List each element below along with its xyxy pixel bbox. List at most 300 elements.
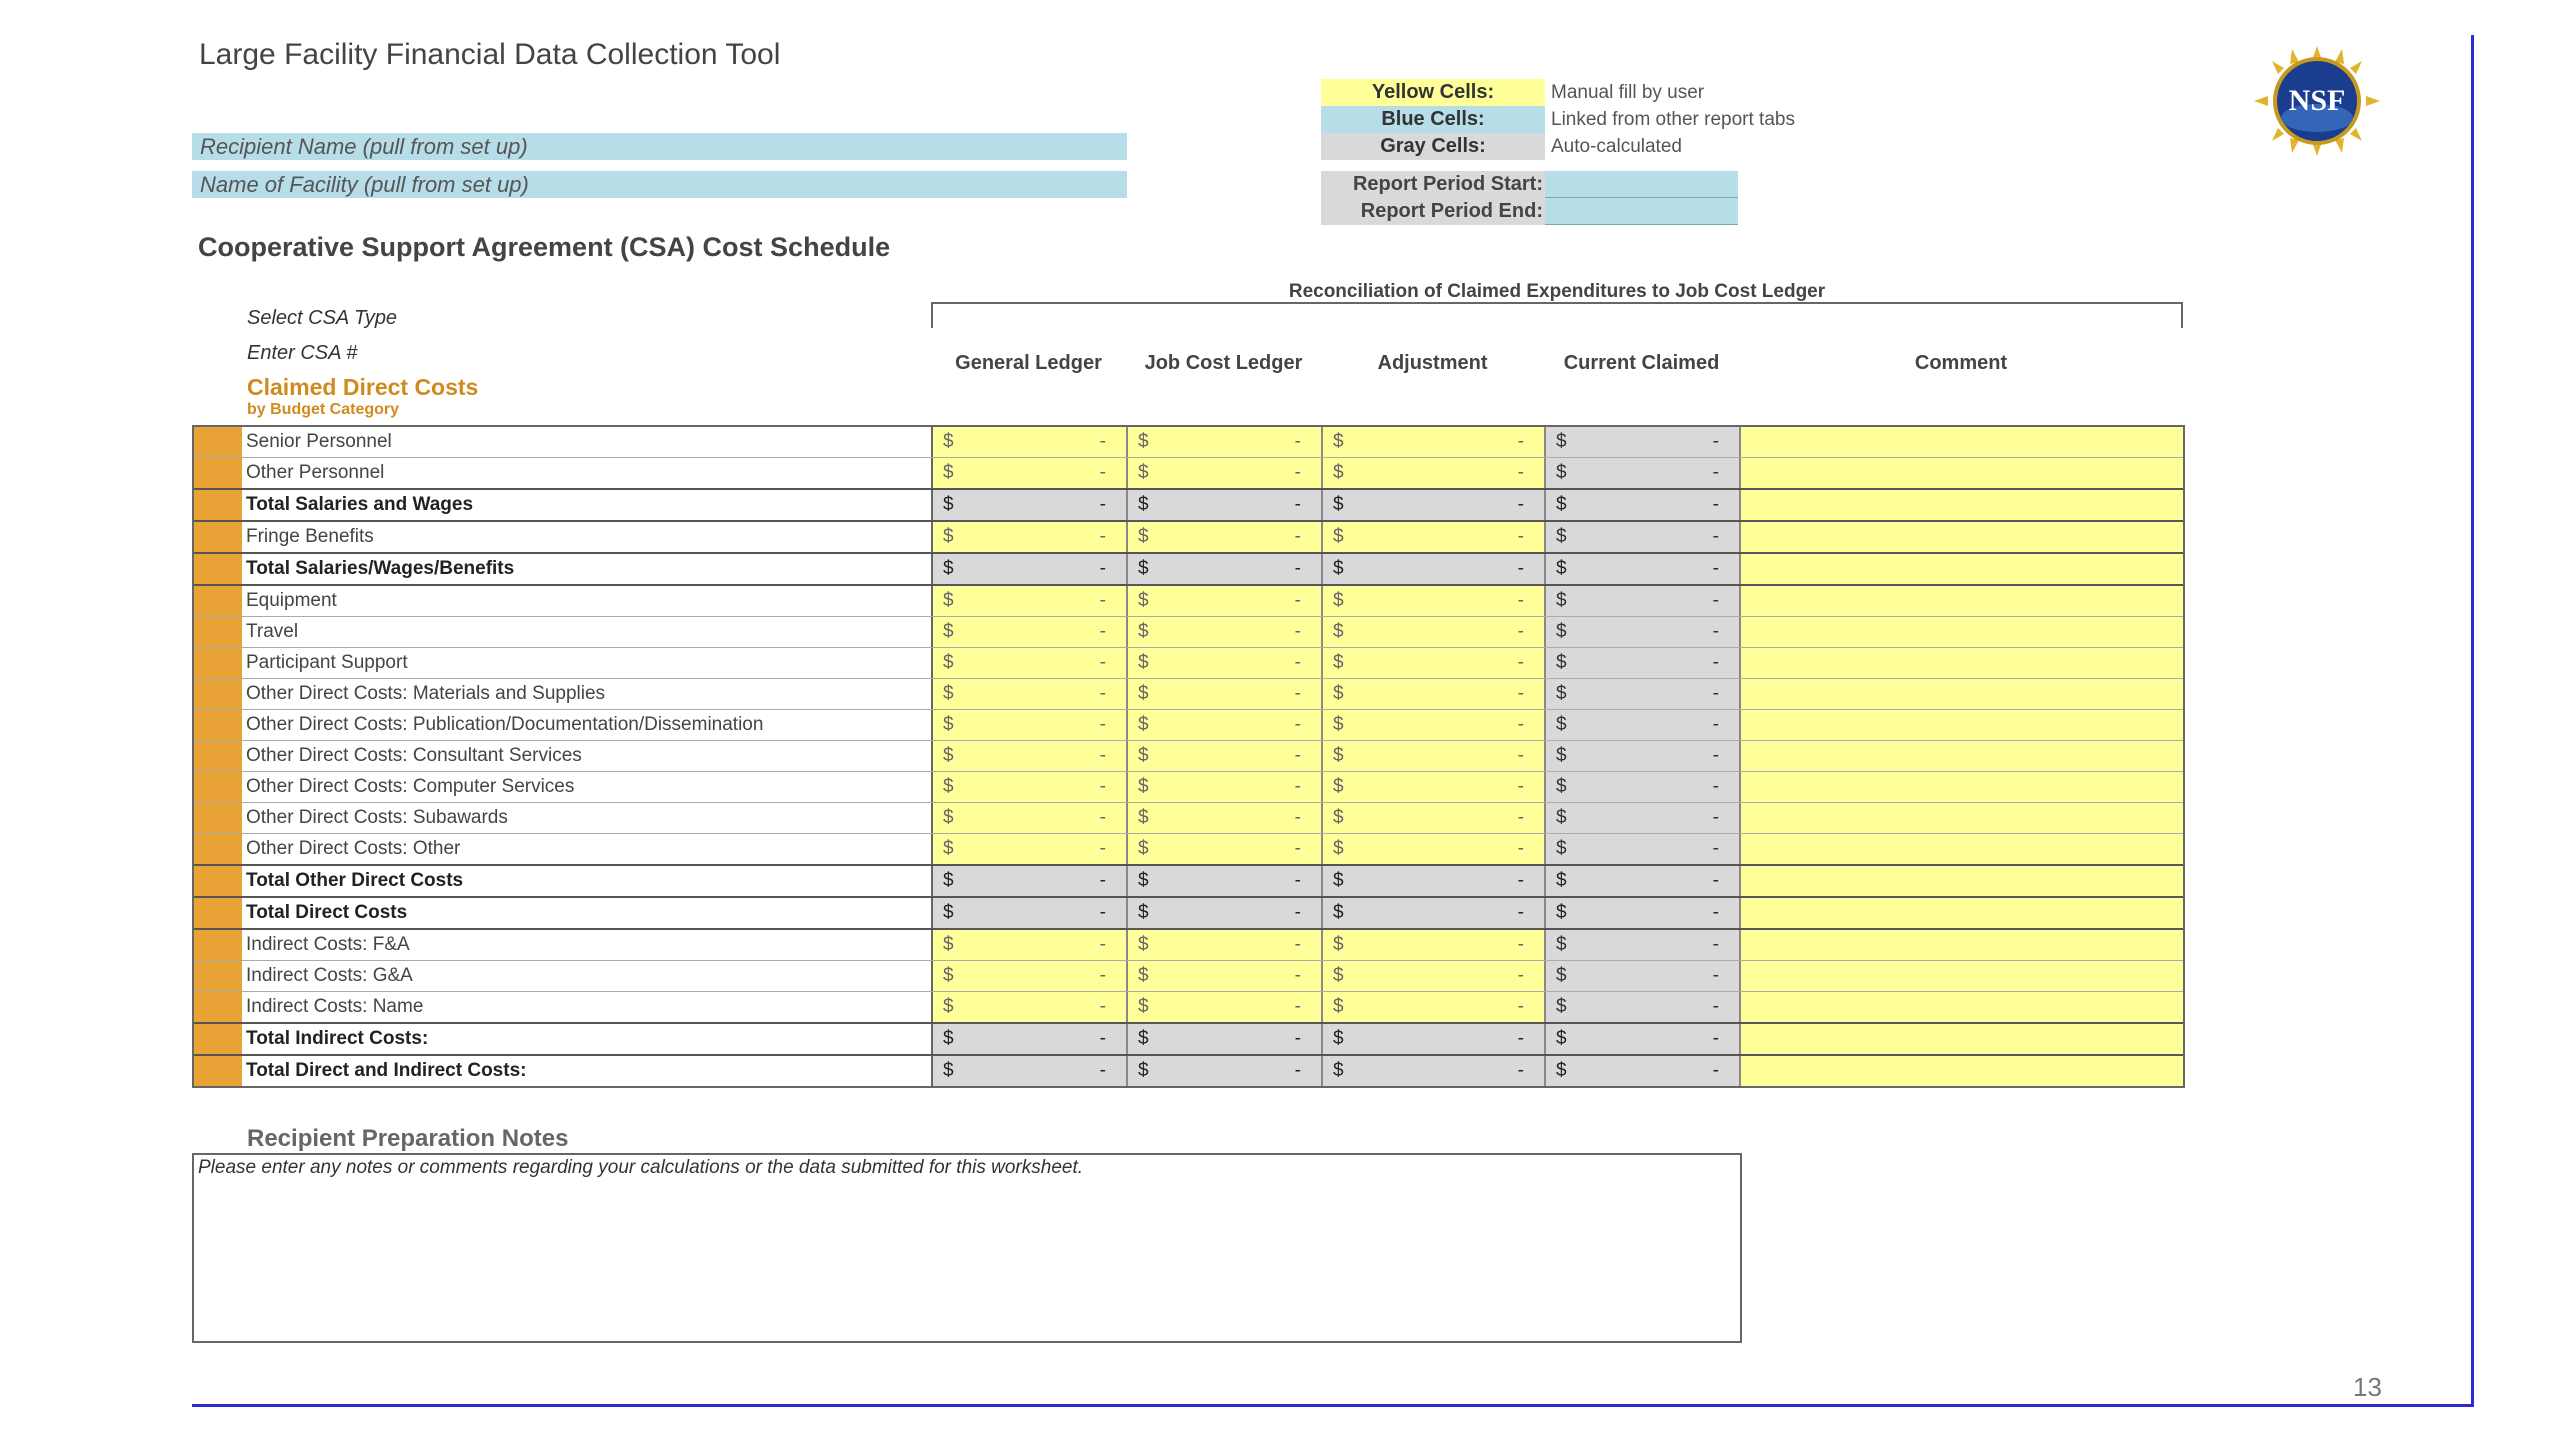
legend-row-gray xyxy=(1321,133,1795,160)
currency-symbol: $ xyxy=(943,1060,954,1081)
row-marker xyxy=(194,930,242,960)
table-row xyxy=(194,896,2183,928)
table-row xyxy=(194,678,2183,709)
currency-symbol: $ xyxy=(1556,902,1567,923)
row-label: Other Personnel xyxy=(242,458,933,488)
cell-value: - xyxy=(1712,1060,1719,1081)
facility-name-field[interactable]: Name of Facility (pull from set up) xyxy=(192,171,1127,198)
currency-symbol: $ xyxy=(943,526,954,547)
cell-comment[interactable] xyxy=(1741,772,2183,802)
currency-symbol: $ xyxy=(1333,683,1344,704)
cell-general-ledger xyxy=(933,490,1128,520)
select-csa-type-label[interactable]: Select CSA Type xyxy=(247,307,398,329)
cell-general-ledger[interactable] xyxy=(933,586,1128,616)
cell-comment[interactable] xyxy=(1741,898,2183,928)
cell-adjustment[interactable] xyxy=(1323,648,1546,678)
cell-comment[interactable] xyxy=(1741,710,2183,740)
cell-current-claimed xyxy=(1546,772,1741,802)
cell-comment[interactable] xyxy=(1741,586,2183,616)
cell-general-ledger[interactable] xyxy=(933,617,1128,647)
row-marker xyxy=(194,522,242,552)
cell-value: - xyxy=(1712,558,1719,579)
cell-current-claimed xyxy=(1546,710,1741,740)
period-end-field[interactable] xyxy=(1545,198,1738,225)
cell-job-cost-ledger[interactable] xyxy=(1128,617,1323,647)
cell-job-cost-ledger xyxy=(1128,866,1323,896)
cell-general-ledger[interactable] xyxy=(933,427,1128,457)
cell-comment[interactable] xyxy=(1741,490,2183,520)
table-row xyxy=(194,616,2183,647)
row-label: Total Direct Costs xyxy=(242,898,933,928)
currency-symbol: $ xyxy=(943,776,954,797)
currency-symbol: $ xyxy=(1556,838,1567,859)
cell-job-cost-ledger[interactable] xyxy=(1128,648,1323,678)
cell-value: - xyxy=(1294,996,1301,1017)
currency-symbol: $ xyxy=(1138,652,1149,673)
table-row xyxy=(194,520,2183,552)
cell-value: - xyxy=(1712,462,1719,483)
cell-adjustment xyxy=(1323,1024,1546,1054)
table-row xyxy=(194,647,2183,678)
currency-symbol: $ xyxy=(1138,526,1149,547)
currency-symbol: $ xyxy=(943,965,954,986)
cell-adjustment[interactable] xyxy=(1323,458,1546,488)
currency-symbol: $ xyxy=(1333,714,1344,735)
period-end-row xyxy=(1321,198,1738,225)
period-start-field[interactable] xyxy=(1545,171,1738,198)
cell-value: - xyxy=(1294,494,1301,515)
cell-current-claimed xyxy=(1546,586,1741,616)
cell-comment[interactable] xyxy=(1741,803,2183,833)
cell-general-ledger[interactable] xyxy=(933,741,1128,771)
cell-value: - xyxy=(1712,652,1719,673)
cell-general-ledger[interactable] xyxy=(933,772,1128,802)
col-adjustment: Adjustment xyxy=(1377,352,1488,374)
currency-symbol: $ xyxy=(1556,1060,1567,1081)
currency-symbol: $ xyxy=(1333,1028,1344,1049)
cell-job-cost-ledger[interactable] xyxy=(1128,803,1323,833)
cell-general-ledger[interactable] xyxy=(933,648,1128,678)
cell-comment[interactable] xyxy=(1741,741,2183,771)
row-marker xyxy=(194,458,242,488)
row-label: Other Direct Costs: Other xyxy=(242,834,933,864)
legend-key-yellow: Yellow Cells: xyxy=(1321,79,1545,106)
bottom-border-line xyxy=(192,1404,2474,1407)
cell-value: - xyxy=(1294,902,1301,923)
col-comment: Comment xyxy=(1914,352,2008,374)
currency-symbol: $ xyxy=(1138,621,1149,642)
cell-adjustment[interactable] xyxy=(1323,741,1546,771)
currency-symbol: $ xyxy=(1556,934,1567,955)
col-job-cost-ledger: Job Cost Ledger xyxy=(1144,352,1303,374)
cell-value: - xyxy=(1294,745,1301,766)
page-number: 13 xyxy=(2353,1372,2382,1402)
table-row xyxy=(194,771,2183,802)
cell-value: - xyxy=(1517,1060,1524,1081)
cell-current-claimed xyxy=(1546,834,1741,864)
row-marker xyxy=(194,710,242,740)
cell-value: - xyxy=(1517,807,1524,828)
currency-symbol: $ xyxy=(1138,714,1149,735)
cell-job-cost-ledger[interactable] xyxy=(1128,772,1323,802)
cell-value: - xyxy=(1099,776,1106,797)
cell-value: - xyxy=(1517,934,1524,955)
row-marker xyxy=(194,427,242,457)
col-general-ledger: General Ledger xyxy=(955,352,1102,374)
currency-symbol: $ xyxy=(1333,776,1344,797)
currency-symbol: $ xyxy=(1138,1060,1149,1081)
cell-value: - xyxy=(1712,590,1719,611)
table-row xyxy=(194,802,2183,833)
cell-current-claimed xyxy=(1546,458,1741,488)
cell-adjustment[interactable] xyxy=(1323,522,1546,552)
row-label: Total Other Direct Costs xyxy=(242,866,933,896)
cell-value: - xyxy=(1099,1028,1106,1049)
currency-symbol: $ xyxy=(943,621,954,642)
notes-textarea[interactable]: Please enter any notes or comments regarding your calculations or the data submitted for this worksheet. xyxy=(192,1153,1742,1343)
currency-symbol: $ xyxy=(1138,996,1149,1017)
nsf-logo-text: NSF xyxy=(2288,84,2346,117)
recipient-name-field[interactable]: Recipient Name (pull from set up) xyxy=(192,133,1127,160)
cell-adjustment[interactable] xyxy=(1323,586,1546,616)
table-row xyxy=(194,991,2183,1022)
schedule-title: Cooperative Support Agreement (CSA) Cost Schedule xyxy=(198,232,891,262)
currency-symbol: $ xyxy=(943,558,954,579)
row-marker xyxy=(194,866,242,896)
currency-symbol: $ xyxy=(1556,652,1567,673)
table-row xyxy=(194,1022,2183,1054)
cell-job-cost-ledger[interactable] xyxy=(1128,930,1323,960)
currency-symbol: $ xyxy=(1138,807,1149,828)
cell-value: - xyxy=(1099,558,1106,579)
currency-symbol: $ xyxy=(1333,590,1344,611)
cell-value: - xyxy=(1099,996,1106,1017)
cell-value: - xyxy=(1712,526,1719,547)
cell-value: - xyxy=(1099,462,1106,483)
currency-symbol: $ xyxy=(1138,558,1149,579)
cell-value: - xyxy=(1099,590,1106,611)
cell-value: - xyxy=(1712,494,1719,515)
cell-value: - xyxy=(1099,621,1106,642)
cell-value: - xyxy=(1712,776,1719,797)
cell-adjustment[interactable] xyxy=(1323,772,1546,802)
cell-value: - xyxy=(1099,431,1106,452)
cell-value: - xyxy=(1517,462,1524,483)
col-current-claimed: Current Claimed xyxy=(1563,352,1720,374)
cell-value: - xyxy=(1517,996,1524,1017)
currency-symbol: $ xyxy=(1333,902,1344,923)
cell-comment[interactable] xyxy=(1741,1024,2183,1054)
currency-symbol: $ xyxy=(1138,838,1149,859)
cell-comment[interactable] xyxy=(1741,961,2183,991)
cell-general-ledger xyxy=(933,1056,1128,1086)
currency-symbol: $ xyxy=(1138,902,1149,923)
currency-symbol: $ xyxy=(1556,714,1567,735)
cell-value: - xyxy=(1099,965,1106,986)
cell-value: - xyxy=(1099,902,1106,923)
cell-job-cost-ledger[interactable] xyxy=(1128,679,1323,709)
row-marker xyxy=(194,586,242,616)
cell-value: - xyxy=(1517,652,1524,673)
cell-value: - xyxy=(1712,431,1719,452)
cell-adjustment xyxy=(1323,898,1546,928)
cell-general-ledger[interactable] xyxy=(933,930,1128,960)
row-label: Total Salaries and Wages xyxy=(242,490,933,520)
cost-schedule-table xyxy=(192,425,2185,1088)
cell-adjustment xyxy=(1323,554,1546,584)
cell-current-claimed xyxy=(1546,930,1741,960)
cell-value: - xyxy=(1294,807,1301,828)
cell-general-ledger[interactable] xyxy=(933,834,1128,864)
cell-value: - xyxy=(1294,431,1301,452)
currency-symbol: $ xyxy=(1333,965,1344,986)
cell-comment[interactable] xyxy=(1741,554,2183,584)
row-label: Indirect Costs: Name xyxy=(242,992,933,1022)
cell-comment[interactable] xyxy=(1741,866,2183,896)
cell-general-ledger[interactable] xyxy=(933,710,1128,740)
cell-job-cost-ledger xyxy=(1128,898,1323,928)
currency-symbol: $ xyxy=(943,494,954,515)
currency-symbol: $ xyxy=(1333,462,1344,483)
cell-adjustment[interactable] xyxy=(1323,710,1546,740)
cell-value: - xyxy=(1712,838,1719,859)
cell-value: - xyxy=(1294,462,1301,483)
currency-symbol: $ xyxy=(943,431,954,452)
row-label: Other Direct Costs: Publication/Documentation/Dissemination xyxy=(242,710,933,740)
cell-value: - xyxy=(1294,714,1301,735)
cell-value: - xyxy=(1099,838,1106,859)
cell-value: - xyxy=(1294,683,1301,704)
cell-current-claimed xyxy=(1546,522,1741,552)
cell-job-cost-ledger[interactable] xyxy=(1128,522,1323,552)
cell-job-cost-ledger[interactable] xyxy=(1128,710,1323,740)
table-row xyxy=(194,928,2183,960)
currency-symbol: $ xyxy=(1556,1028,1567,1049)
legend-desc-gray: Auto-calculated xyxy=(1551,135,1682,157)
currency-symbol: $ xyxy=(943,462,954,483)
currency-symbol: $ xyxy=(943,652,954,673)
currency-symbol: $ xyxy=(943,590,954,611)
cell-value: - xyxy=(1294,965,1301,986)
cell-adjustment[interactable] xyxy=(1323,834,1546,864)
cell-adjustment[interactable] xyxy=(1323,803,1546,833)
row-label: Indirect Costs: F&A xyxy=(242,930,933,960)
legend-desc-yellow: Manual fill by user xyxy=(1551,81,1705,103)
claimed-direct-costs-title: Claimed Direct Costs xyxy=(247,374,479,400)
reconciliation-title: Reconciliation of Claimed Expenditures to Job Cost Ledger xyxy=(1288,281,1826,302)
cell-comment[interactable] xyxy=(1741,458,2183,488)
cell-job-cost-ledger[interactable] xyxy=(1128,961,1323,991)
enter-csa-number-label[interactable]: Enter CSA # xyxy=(247,342,358,364)
cell-value: - xyxy=(1712,714,1719,735)
row-marker xyxy=(194,617,242,647)
cell-current-claimed xyxy=(1546,617,1741,647)
tool-title: Large Facility Financial Data Collection Tool xyxy=(199,38,781,71)
currency-symbol: $ xyxy=(1333,996,1344,1017)
cell-job-cost-ledger[interactable] xyxy=(1128,427,1323,457)
currency-symbol: $ xyxy=(943,714,954,735)
row-label: Indirect Costs: G&A xyxy=(242,961,933,991)
cell-value: - xyxy=(1294,558,1301,579)
cell-general-ledger[interactable] xyxy=(933,961,1128,991)
period-start-label: Report Period Start: xyxy=(1321,171,1545,198)
currency-symbol: $ xyxy=(1138,494,1149,515)
row-label: Other Direct Costs: Consultant Services xyxy=(242,741,933,771)
currency-symbol: $ xyxy=(1138,462,1149,483)
cell-general-ledger[interactable] xyxy=(933,458,1128,488)
row-label: Fringe Benefits xyxy=(242,522,933,552)
currency-symbol: $ xyxy=(1556,870,1567,891)
row-label: Other Direct Costs: Materials and Supplies xyxy=(242,679,933,709)
currency-symbol: $ xyxy=(1333,621,1344,642)
cell-job-cost-ledger xyxy=(1128,554,1323,584)
currency-symbol: $ xyxy=(1556,807,1567,828)
currency-symbol: $ xyxy=(1556,621,1567,642)
cell-adjustment[interactable] xyxy=(1323,427,1546,457)
nsf-logo xyxy=(2254,46,2380,156)
cell-comment[interactable] xyxy=(1741,1056,2183,1086)
table-row xyxy=(194,552,2183,584)
currency-symbol: $ xyxy=(1333,1060,1344,1081)
cell-value: - xyxy=(1517,776,1524,797)
cell-value: - xyxy=(1294,652,1301,673)
currency-symbol: $ xyxy=(943,745,954,766)
cell-comment[interactable] xyxy=(1741,648,2183,678)
currency-symbol: $ xyxy=(1333,494,1344,515)
currency-symbol: $ xyxy=(1556,526,1567,547)
cell-value: - xyxy=(1099,526,1106,547)
currency-symbol: $ xyxy=(1556,494,1567,515)
currency-symbol: $ xyxy=(943,934,954,955)
currency-symbol: $ xyxy=(1556,776,1567,797)
currency-symbol: $ xyxy=(1138,1028,1149,1049)
currency-symbol: $ xyxy=(1138,870,1149,891)
cell-general-ledger xyxy=(933,866,1128,896)
cell-value: - xyxy=(1712,683,1719,704)
cell-general-ledger[interactable] xyxy=(933,803,1128,833)
cell-current-claimed xyxy=(1546,648,1741,678)
cell-value: - xyxy=(1712,902,1719,923)
row-label: Participant Support xyxy=(242,648,933,678)
row-marker xyxy=(194,1024,242,1054)
currency-symbol: $ xyxy=(1556,996,1567,1017)
cell-job-cost-ledger xyxy=(1128,490,1323,520)
cell-value: - xyxy=(1517,745,1524,766)
cell-value: - xyxy=(1099,934,1106,955)
cell-general-ledger xyxy=(933,1024,1128,1054)
currency-symbol: $ xyxy=(1556,590,1567,611)
cell-adjustment xyxy=(1323,490,1546,520)
cell-job-cost-ledger[interactable] xyxy=(1128,834,1323,864)
cell-adjustment xyxy=(1323,1056,1546,1086)
currency-symbol: $ xyxy=(943,1028,954,1049)
cell-adjustment[interactable] xyxy=(1323,679,1546,709)
cell-value: - xyxy=(1712,934,1719,955)
currency-symbol: $ xyxy=(943,807,954,828)
cell-value: - xyxy=(1294,838,1301,859)
row-marker xyxy=(194,898,242,928)
cell-value: - xyxy=(1294,1060,1301,1081)
cell-value: - xyxy=(1517,714,1524,735)
legend-key-blue: Blue Cells: xyxy=(1321,106,1545,133)
cell-value: - xyxy=(1712,870,1719,891)
cell-comment[interactable] xyxy=(1741,617,2183,647)
cell-value: - xyxy=(1517,965,1524,986)
row-marker xyxy=(194,679,242,709)
cell-adjustment[interactable] xyxy=(1323,930,1546,960)
legend-row-yellow xyxy=(1321,79,1795,106)
cell-general-ledger[interactable] xyxy=(933,992,1128,1022)
cell-value: - xyxy=(1712,807,1719,828)
cell-value: - xyxy=(1517,431,1524,452)
cell-current-claimed xyxy=(1546,1024,1741,1054)
currency-symbol: $ xyxy=(1138,683,1149,704)
row-marker xyxy=(194,648,242,678)
cell-value: - xyxy=(1517,1028,1524,1049)
cell-general-ledger[interactable] xyxy=(933,522,1128,552)
cell-job-cost-ledger xyxy=(1128,1024,1323,1054)
cell-job-cost-ledger[interactable] xyxy=(1128,992,1323,1022)
legend-key-gray: Gray Cells: xyxy=(1321,133,1545,160)
cell-comment[interactable] xyxy=(1741,679,2183,709)
cell-comment[interactable] xyxy=(1741,522,2183,552)
cell-comment[interactable] xyxy=(1741,930,2183,960)
table-row xyxy=(194,709,2183,740)
currency-symbol: $ xyxy=(1333,526,1344,547)
cell-general-ledger[interactable] xyxy=(933,679,1128,709)
cell-adjustment[interactable] xyxy=(1323,992,1546,1022)
legend-row-blue xyxy=(1321,106,1795,133)
currency-symbol: $ xyxy=(1556,745,1567,766)
cell-current-claimed xyxy=(1546,898,1741,928)
cell-adjustment[interactable] xyxy=(1323,961,1546,991)
cell-value: - xyxy=(1294,1028,1301,1049)
notes-title: Recipient Preparation Notes xyxy=(247,1125,569,1152)
row-marker xyxy=(194,554,242,584)
currency-symbol: $ xyxy=(1556,965,1567,986)
currency-symbol: $ xyxy=(1333,807,1344,828)
cell-comment[interactable] xyxy=(1741,427,2183,457)
cell-job-cost-ledger[interactable] xyxy=(1128,741,1323,771)
currency-symbol: $ xyxy=(943,683,954,704)
row-label: Total Salaries/Wages/Benefits xyxy=(242,554,933,584)
currency-symbol: $ xyxy=(943,870,954,891)
currency-symbol: $ xyxy=(1333,838,1344,859)
claimed-direct-costs-subtitle: by Budget Category xyxy=(247,401,400,418)
cell-general-ledger xyxy=(933,554,1128,584)
cell-job-cost-ledger[interactable] xyxy=(1128,458,1323,488)
cell-value: - xyxy=(1517,838,1524,859)
currency-symbol: $ xyxy=(943,902,954,923)
cell-current-claimed xyxy=(1546,741,1741,771)
cell-value: - xyxy=(1517,558,1524,579)
cell-comment[interactable] xyxy=(1741,834,2183,864)
cell-job-cost-ledger[interactable] xyxy=(1128,586,1323,616)
currency-symbol: $ xyxy=(1138,934,1149,955)
table-row xyxy=(194,488,2183,520)
row-marker xyxy=(194,741,242,771)
cell-comment[interactable] xyxy=(1741,992,2183,1022)
currency-symbol: $ xyxy=(1556,683,1567,704)
cell-value: - xyxy=(1517,590,1524,611)
cell-value: - xyxy=(1712,996,1719,1017)
cell-value: - xyxy=(1517,526,1524,547)
cell-color-legend xyxy=(1321,79,1795,160)
cell-adjustment[interactable] xyxy=(1323,617,1546,647)
currency-symbol: $ xyxy=(1138,590,1149,611)
cell-current-claimed xyxy=(1546,992,1741,1022)
cell-value: - xyxy=(1517,870,1524,891)
